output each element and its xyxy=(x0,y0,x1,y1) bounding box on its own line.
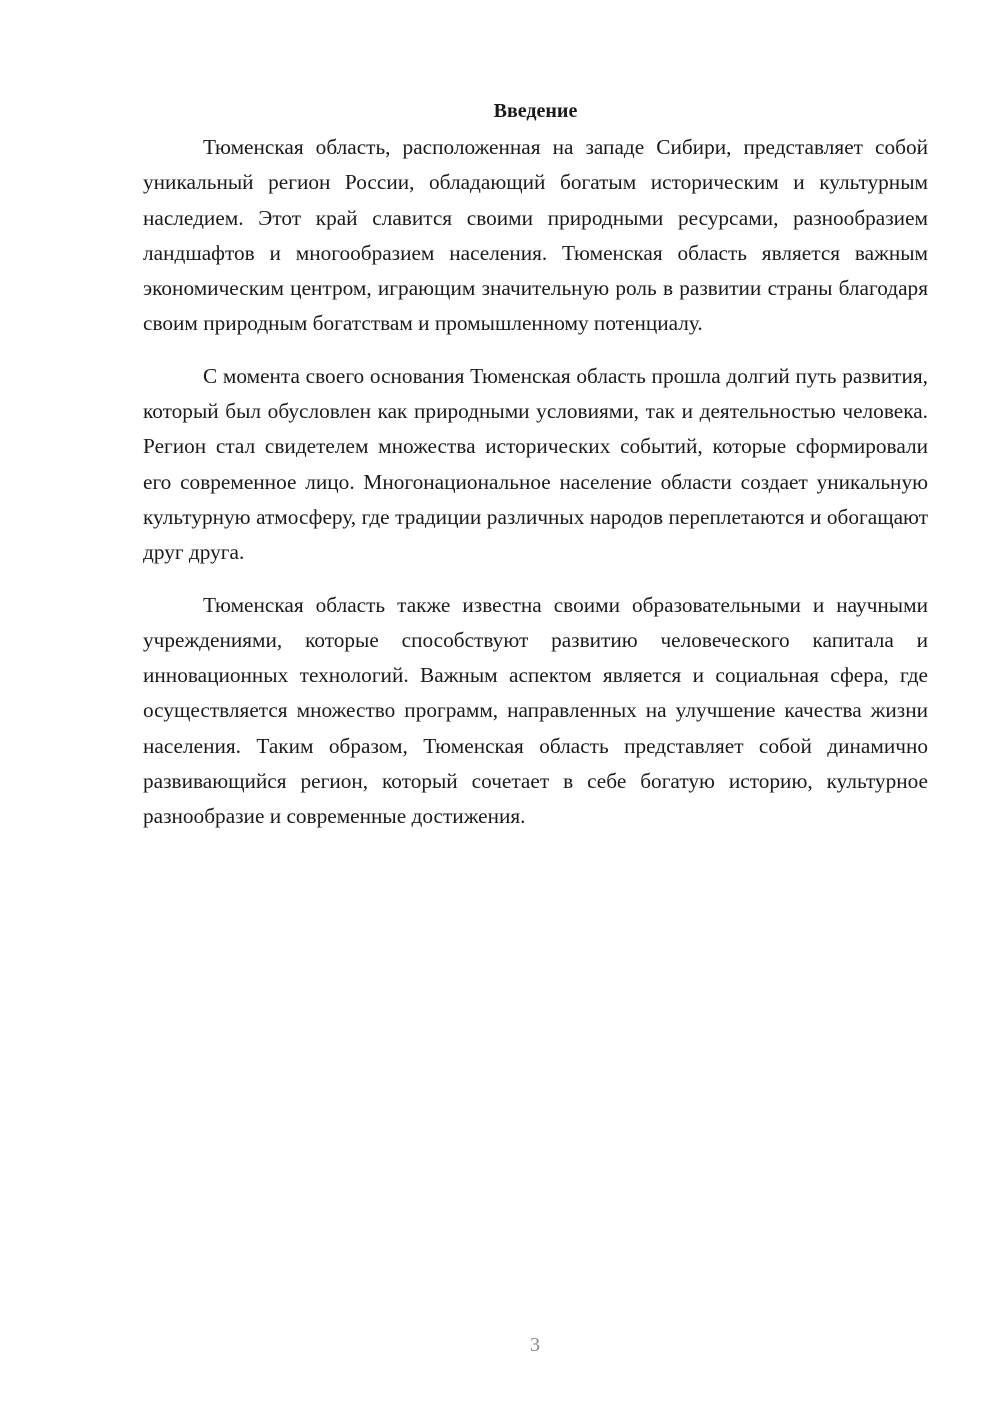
page-body xyxy=(143,96,928,852)
section-heading: Введение xyxy=(493,100,578,122)
paragraph-1: Тюменская область, расположенная на западе Сибири, представляет собой уникальный регион России, обладающий богатым историческим и культурным наследием. Этот край славится своими природными ресурсами, разнообразием ландшафтов и многообразием населения. Тюменская область является важным экономическим центром, играющим значительную роль в развитии страны благодаря своим природным богатствам и промышленному потенциалу. xyxy=(143,135,928,336)
paragraph-3: Тюменская область также известна своими образовательными и научными учреждениями, которые способствуют развитию человеческого капитала и инновационных технологий. Важным аспектом является и социальная сфера, где осуществляется множество программ, направленных на улучшение качества жизни населения. Таким образом, Тюменская область представляет собой динамично развивающийся регион, который сочетает в себе богатую историю, культурное разнообразие и современные достижения. xyxy=(143,592,928,829)
paragraph-2: С момента своего основания Тюменская область прошла долгий путь развития, который был обусловлен как природными условиями, так и деятельностью человека. Регион стал свидетелем множества исторических событий, которые сформировали его современное лицо. Многонациональное население области создает уникальную культурную атмосферу, где традиции различных народов переплетаются и обогащают друг друга. xyxy=(143,363,928,565)
page-number: 3 xyxy=(530,1334,540,1356)
